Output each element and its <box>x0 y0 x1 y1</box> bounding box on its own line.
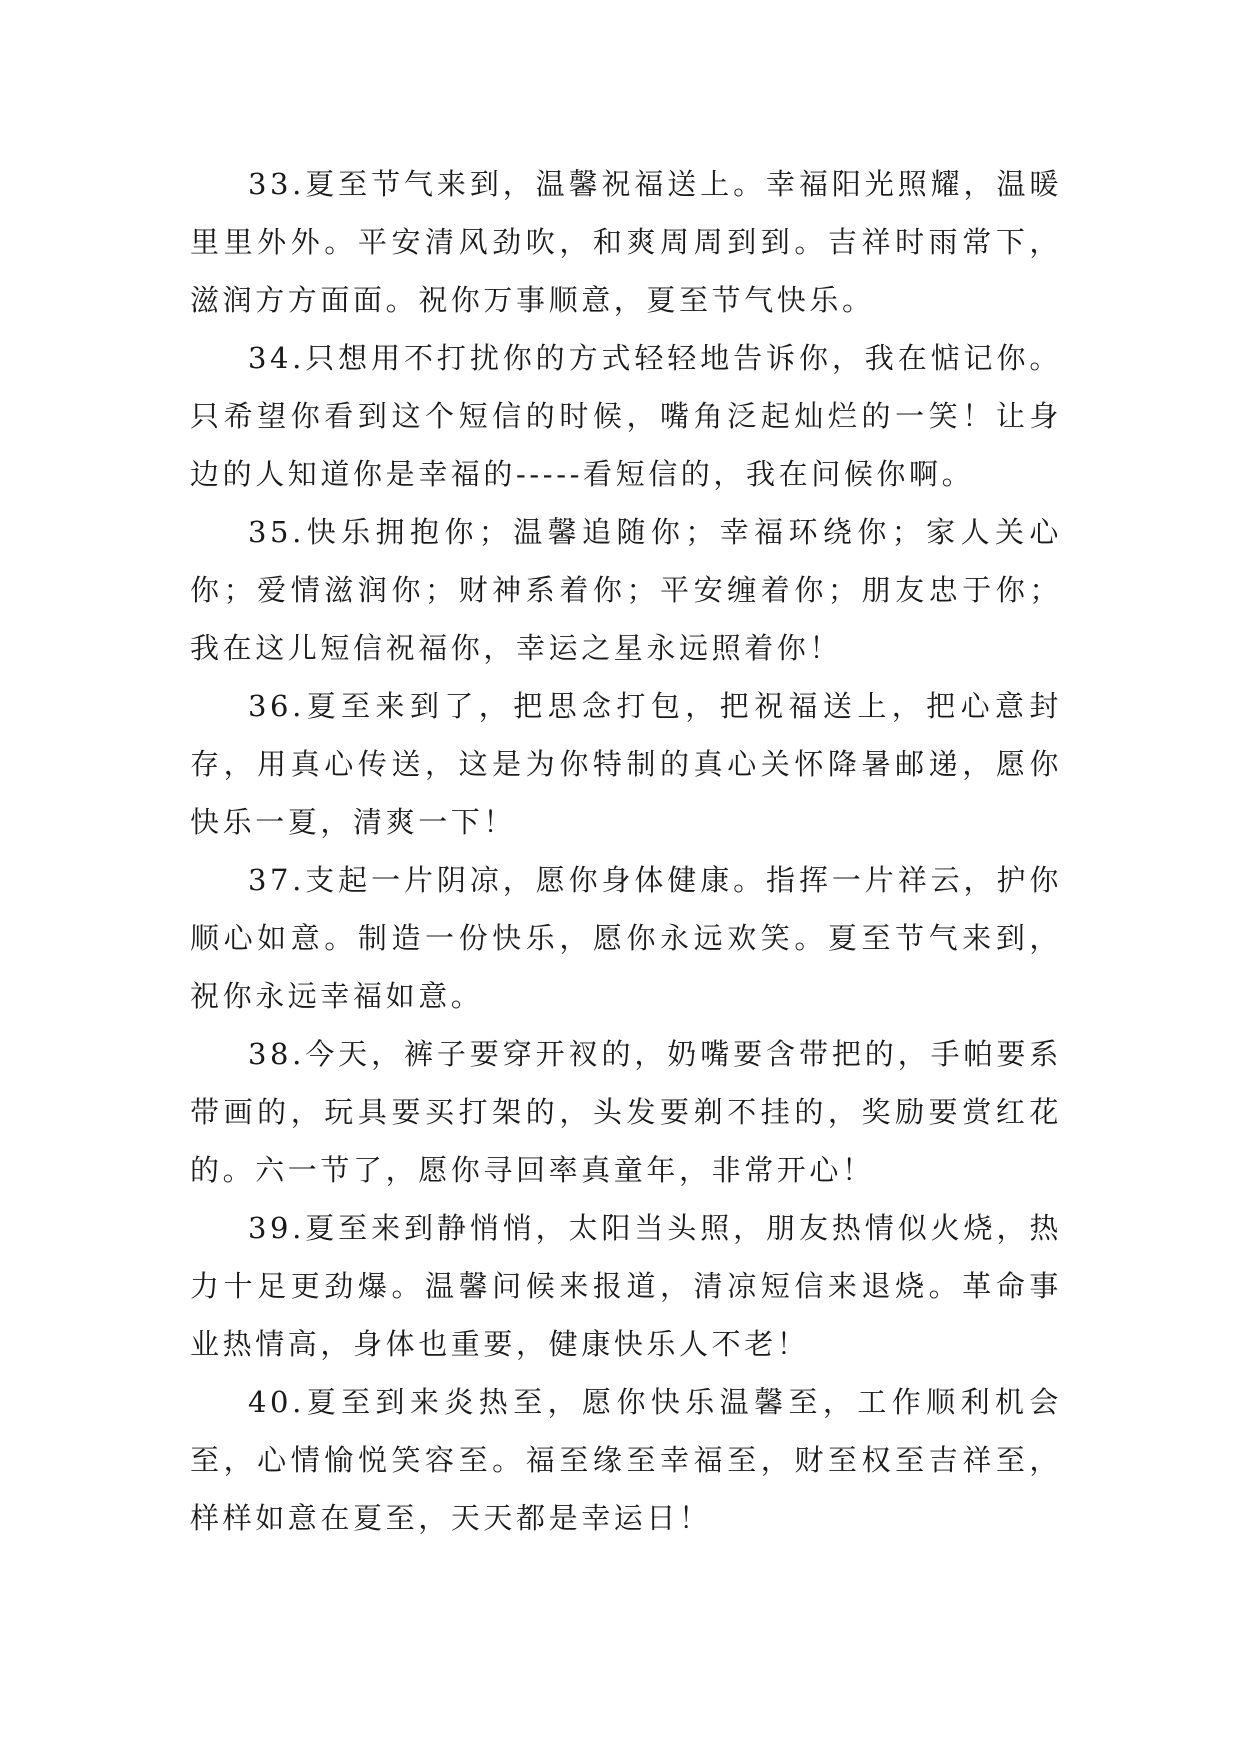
paragraph-37: 37.支起一片阴凉，愿你身体健康。指挥一片祥云，护你顺心如意。制造一份快乐，愿你永远欢笑。夏至节气来到，祝你永远幸福如意。 <box>190 863 1062 1013</box>
paragraph-34: 34.只想用不打扰你的方式轻轻地告诉你，我在惦记你。只希望你看到这个短信的时候，嘴角泛起灿烂的一笑！让身边的人知道你是幸福的-----看短信的，我在问候你啊。 <box>190 341 1062 491</box>
paragraph-39: 39.夏至来到静悄悄，太阳当头照，朋友热情似火烧，热力十足更劲爆。温馨问候来报道，清凉短信来退烧。革命事业热情高，身体也重要，健康快乐人不老！ <box>190 1211 1062 1361</box>
paragraph-35: 35.快乐拥抱你；温馨追随你；幸福环绕你；家人关心你；爱情滋润你；财神系着你；平安缠着你；朋友忠于你；我在这儿短信祝福你，幸运之星永远照着你！ <box>190 515 1062 665</box>
paragraph-40: 40.夏至到来炎热至，愿你快乐温馨至，工作顺利机会至，心情愉悦笑容至。福至缘至幸福至，财至权至吉祥至，样样如意在夏至，天天都是幸运日！ <box>190 1385 1062 1535</box>
document-body <box>190 155 1062 1547</box>
paragraph-38: 38.今天，裤子要穿开衩的，奶嘴要含带把的，手帕要系带画的，玩具要买打架的，头发要剃不挂的，奖励要赏红花的。六一节了，愿你寻回率真童年，非常开心！ <box>190 1037 1062 1187</box>
paragraph-36: 36.夏至来到了，把思念打包，把祝福送上，把心意封存，用真心传送，这是为你特制的真心关怀降暑邮递，愿你快乐一夏，清爽一下！ <box>190 689 1062 839</box>
paragraph-33: 33.夏至节气来到，温馨祝福送上。幸福阳光照耀，温暖里里外外。平安清风劲吹，和爽周周到到。吉祥时雨常下，滋润方方面面。祝你万事顺意，夏至节气快乐。 <box>190 167 1062 317</box>
